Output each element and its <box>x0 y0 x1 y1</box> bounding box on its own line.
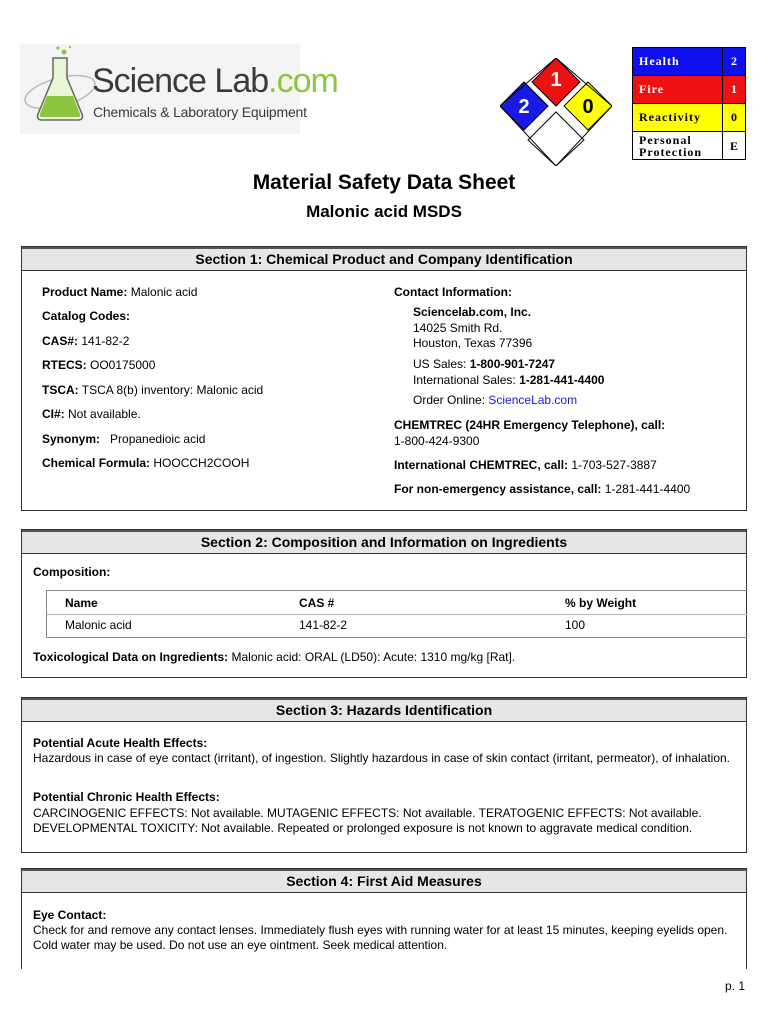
company-name: Sciencelab.com, Inc. <box>413 305 532 319</box>
address-line-1: 14025 Smith Rd. <box>413 321 503 335</box>
chemtrec-label: CHEMTREC (24HR Emergency Telephone), call: <box>394 418 666 432</box>
us-sales: US Sales: 1-800-901-7247 <box>413 357 556 371</box>
section-2-heading: Section 2: Composition and Information on Ingredients <box>22 530 746 554</box>
reactivity-label: Reactivity <box>633 104 723 132</box>
section-3-heading: Section 3: Hazards Identification <box>22 698 746 722</box>
protection-label: Personal Protection <box>633 132 723 160</box>
chronic-effects-line-2: DEVELOPMENTAL TOXICITY: Not available. Repeated or prolonged exposure is not known to aggravate medical condition. <box>33 821 693 835</box>
non-emergency: For non-emergency assistance, call: 1-281-441-4400 <box>394 482 691 496</box>
protection-row <box>633 132 746 160</box>
chemtrec-phone: 1-800-424-9300 <box>394 434 480 448</box>
table-cell-cas: 141-82-2 <box>299 618 348 632</box>
fire-label: Fire <box>633 76 723 104</box>
nfpa-diamond <box>500 58 612 166</box>
section-3 <box>21 697 747 853</box>
composition-table <box>46 590 747 638</box>
chronic-effects-label: Potential Chronic Health Effects: <box>33 790 220 804</box>
product-name: Product Name: Malonic acid <box>42 285 198 299</box>
table-cell-name: Malonic acid <box>65 618 132 632</box>
logo-wordmark: Science Lab.com <box>92 62 338 100</box>
address-line-2: Houston, Texas 77396 <box>413 336 533 350</box>
protection-value: E <box>723 132 746 160</box>
page-subtitle: Malonic acid MSDS <box>306 202 462 221</box>
health-label: Health <box>633 48 723 76</box>
order-online-link[interactable]: ScienceLab.com <box>488 393 578 407</box>
section-1-heading: Section 1: Chemical Product and Company Identification <box>22 247 746 271</box>
logo-tagline: Chemicals & Laboratory Equipment <box>93 104 307 120</box>
nfpa-reactivity-value: 0 <box>582 96 594 118</box>
reactivity-value: 0 <box>723 104 746 132</box>
rtecs: RTECS: OO0175000 <box>42 358 156 372</box>
order-online: Order Online: ScienceLab.com <box>413 393 578 407</box>
nfpa-rating-table <box>632 47 746 160</box>
col-header-cas: CAS # <box>299 596 335 610</box>
reactivity-row <box>633 104 746 132</box>
eye-contact-label: Eye Contact: <box>33 908 107 922</box>
international-sales: International Sales: 1-281-441-4400 <box>413 373 605 387</box>
chemical-formula: Chemical Formula: HOOCCH2COOH <box>42 456 250 470</box>
chronic-effects-line-1: CARCINOGENIC EFFECTS: Not available. MUTAGENIC EFFECTS: Not available. TERATOGENIC EFFECTS: Not available. <box>33 806 702 820</box>
composition-label: Composition: <box>33 565 111 579</box>
section-4 <box>21 868 747 969</box>
toxicological-data: Toxicological Data on Ingredients: Malonic acid: ORAL (LD50): Acute: 1310 mg/kg [Rat]. <box>33 650 516 664</box>
health-value: 2 <box>723 48 746 76</box>
nfpa-fire-value: 1 <box>550 69 562 91</box>
section-4-heading: Section 4: First Aid Measures <box>22 869 746 893</box>
tsca: TSCA: TSCA 8(b) inventory: Malonic acid <box>42 383 264 397</box>
section-1 <box>21 246 747 511</box>
international-chemtrec: International CHEMTREC, call: 1-703-527-3887 <box>394 458 657 472</box>
synonym: Synonym: Propanedioic acid <box>42 432 206 446</box>
catalog-codes-label: Catalog Codes: <box>42 309 131 323</box>
acute-effects-label: Potential Acute Health Effects: <box>33 736 208 750</box>
page-title: Material Safety Data Sheet <box>252 171 516 194</box>
eye-contact-text: Check for and remove any contact lenses. Immediately flush eyes with running water for at least 15 minutes, keeping eyelids open. Cold water may be used. Do not use an eye ointment. Seek medical attention. <box>33 923 728 952</box>
page-number: p. 1 <box>724 979 745 993</box>
acute-effects-text: Hazardous in case of eye contact (irritant), of ingestion. Slightly hazardous in case of skin contact (irritant, permeator), of inhalation. <box>33 751 731 765</box>
col-header-name: Name <box>65 596 98 610</box>
ci-number: CI#: Not available. <box>42 407 141 421</box>
cas-number: CAS#: 141-82-2 <box>42 334 130 348</box>
fire-row <box>633 76 746 104</box>
col-header-weight: % by Weight <box>565 596 637 610</box>
nfpa-health-value: 2 <box>518 96 530 118</box>
section-2 <box>21 529 747 678</box>
health-row <box>633 48 746 76</box>
contact-label: Contact Information: <box>394 285 512 299</box>
fire-value: 1 <box>723 76 746 104</box>
table-cell-weight: 100 <box>565 618 586 632</box>
